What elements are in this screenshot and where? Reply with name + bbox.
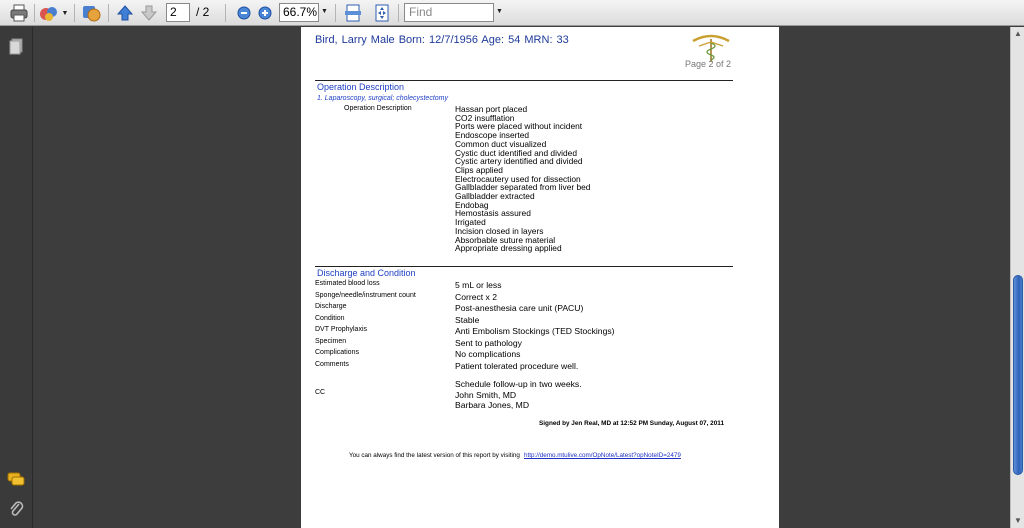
discharge-value: Post-anesthesia care unit (PACU) [455, 303, 584, 313]
operation-step: Clips applied [455, 164, 503, 175]
scrollbar-thumb[interactable] [1013, 275, 1023, 475]
fit-page-icon[interactable] [372, 3, 392, 23]
print-icon[interactable] [8, 3, 30, 23]
find-menu-caret[interactable]: ▼ [496, 8, 503, 15]
toolbar [0, 0, 1024, 26]
followup-text: Schedule follow-up in two weeks. [455, 379, 582, 389]
operation-description-label: Operation Description [344, 105, 412, 112]
document-viewport[interactable] [34, 27, 1010, 528]
share-icon[interactable] [38, 3, 60, 23]
discharge-section-title: Discharge and Condition [317, 268, 416, 278]
page-total: / 2 [196, 5, 210, 19]
section-divider [315, 80, 733, 81]
attachments-icon[interactable] [7, 499, 25, 519]
patient-header: Bird, Larry Male Born: 12/7/1956 Age: 54 MRN: 33 [315, 34, 569, 46]
vertical-scrollbar[interactable] [1010, 27, 1024, 528]
operation-section-title: Operation Description [317, 82, 405, 92]
zoom-in-icon[interactable] [257, 3, 273, 23]
operation-step: CO2 insufflation [455, 112, 515, 123]
discharge-label: Specimen [315, 338, 347, 345]
operation-step: Electrocautery used for dissection [455, 173, 581, 184]
section-divider [315, 266, 733, 267]
discharge-value: Correct x 2 [455, 292, 498, 302]
cc-label: CC [315, 389, 326, 396]
discharge-label: Discharge [315, 303, 347, 310]
document-page [301, 27, 779, 528]
scroll-up-arrow-icon[interactable]: ▲ [1014, 29, 1022, 38]
discharge-value: Patient tolerated procedure well. [455, 361, 579, 371]
operation-step: Hassan port placed [455, 104, 528, 114]
discharge-label: Complications [315, 349, 359, 356]
discharge-label: Comments [315, 361, 349, 368]
discharge-value: Sent to pathology [455, 338, 522, 348]
collaborate-icon[interactable] [80, 3, 102, 23]
prev-page-icon[interactable] [115, 3, 135, 23]
zoom-out-icon[interactable] [236, 3, 252, 23]
operation-step: Gallbladder extracted [455, 191, 535, 202]
operation-step: Cystic artery identified and divided [455, 156, 583, 167]
pages-icon[interactable] [7, 37, 25, 57]
operation-step: Ports were placed without incident [455, 121, 583, 132]
discharge-label: DVT Prophylaxis [315, 326, 368, 333]
procedure-item: 1. Laparoscopy, surgical; cholecystectomy [317, 95, 448, 102]
operation-step: Absorbable suture material [455, 234, 556, 245]
operation-step: Incision closed in layers [455, 225, 544, 236]
share-menu-caret[interactable]: ▼ [61, 9, 69, 17]
footer-note [349, 452, 681, 459]
discharge-value: Anti Embolism Stockings (TED Stockings) [455, 326, 615, 336]
next-page-icon[interactable] [139, 3, 159, 23]
operation-step: Hemostasis assured [455, 208, 531, 219]
discharge-value: Stable [455, 315, 480, 325]
operation-step: Gallbladder separated from liver bed [455, 182, 591, 193]
find-input[interactable]: Find [404, 3, 494, 22]
navigation-pane [0, 27, 33, 528]
discharge-label: Condition [315, 315, 345, 322]
comments-icon[interactable] [6, 470, 26, 490]
cc-recipient: John Smith, MD [455, 390, 517, 400]
cc-recipient: Barbara Jones, MD [455, 400, 530, 410]
operation-steps-list [455, 105, 590, 253]
operation-step: Appropriate dressing applied [455, 243, 562, 254]
fit-width-icon[interactable] [343, 3, 363, 23]
discharge-label: Estimated blood loss [315, 280, 380, 287]
scroll-down-arrow-icon[interactable]: ▼ [1014, 516, 1022, 525]
discharge-value: No complications [455, 349, 521, 359]
operation-step: Cystic duct identified and divided [455, 147, 577, 158]
operation-step: Irrigated [455, 217, 486, 228]
operation-step: Endobag [455, 199, 489, 210]
operation-step: Common duct visualized [455, 138, 547, 149]
zoom-menu-caret[interactable]: ▼ [321, 8, 328, 15]
operation-step: Endoscope inserted [455, 130, 530, 141]
footer-text: You can always find the latest version of this report by visiting [349, 452, 520, 459]
page-indicator: Page 2 of 2 [685, 59, 732, 69]
page-number-input[interactable]: 2 [166, 3, 190, 22]
discharge-label: Sponge/needle/instrument count [315, 292, 416, 299]
discharge-value: 5 mL or less [455, 280, 502, 290]
latest-version-link[interactable]: http://demo.mtulive.com/OpNote/Latest?opNoteID=2479 [523, 452, 681, 459]
signature-line: Signed by Jen Real, MD at 12:52 PM Sunday, August 07, 2011 [539, 420, 725, 427]
zoom-input[interactable]: 66.7% [279, 3, 319, 22]
